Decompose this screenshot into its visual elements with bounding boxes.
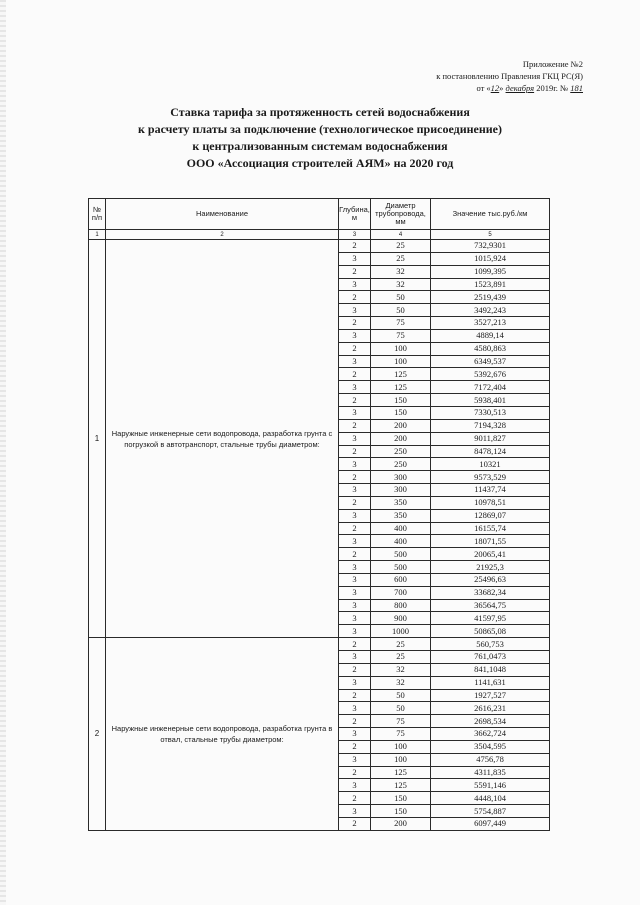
value-cell: 4889,14 bbox=[431, 329, 550, 342]
depth-cell: 2 bbox=[339, 548, 371, 561]
diameter-cell: 75 bbox=[371, 728, 431, 741]
table-row bbox=[89, 638, 550, 651]
header-name: Наименование bbox=[106, 199, 339, 230]
depth-cell: 2 bbox=[339, 715, 371, 728]
value-cell: 8478,124 bbox=[431, 445, 550, 458]
diameter-cell: 150 bbox=[371, 805, 431, 818]
value-cell: 4311,835 bbox=[431, 766, 550, 779]
value-cell: 5591,146 bbox=[431, 779, 550, 792]
header-diameter: Диаметр трубопровода, мм bbox=[371, 199, 431, 230]
depth-cell: 2 bbox=[339, 342, 371, 355]
depth-cell: 3 bbox=[339, 329, 371, 342]
diameter-cell: 75 bbox=[371, 715, 431, 728]
appendix-reference bbox=[343, 58, 583, 94]
value-cell: 10978,51 bbox=[431, 496, 550, 509]
value-cell: 2698,534 bbox=[431, 715, 550, 728]
title-line-4: ООО «Ассоциация строителей АЯМ» на 2020 год bbox=[186, 156, 454, 170]
value-cell: 33682,34 bbox=[431, 586, 550, 599]
diameter-cell: 32 bbox=[371, 676, 431, 689]
value-cell: 2616,231 bbox=[431, 702, 550, 715]
appendix-title: Приложение №2 bbox=[522, 59, 583, 69]
col-number: 3 bbox=[339, 230, 371, 240]
value-cell: 21925,3 bbox=[431, 561, 550, 574]
header-depth: Глубина, м bbox=[339, 199, 371, 230]
diameter-cell: 75 bbox=[371, 317, 431, 330]
diameter-cell: 200 bbox=[371, 817, 431, 830]
value-cell: 4580,863 bbox=[431, 342, 550, 355]
diameter-cell: 800 bbox=[371, 599, 431, 612]
diameter-cell: 300 bbox=[371, 471, 431, 484]
value-cell: 36564,75 bbox=[431, 599, 550, 612]
value-cell: 841,1048 bbox=[431, 663, 550, 676]
depth-cell: 3 bbox=[339, 651, 371, 664]
title-line-3: к централизованным системам водоснабжения bbox=[192, 139, 448, 153]
diameter-cell: 100 bbox=[371, 740, 431, 753]
depth-cell: 3 bbox=[339, 625, 371, 638]
section-number: 2 bbox=[89, 638, 106, 831]
depth-cell: 3 bbox=[339, 612, 371, 625]
value-cell: 9573,529 bbox=[431, 471, 550, 484]
title-line-1: Ставка тарифа за протяженность сетей водоснабжения bbox=[170, 105, 470, 119]
diameter-cell: 32 bbox=[371, 265, 431, 278]
diameter-cell: 25 bbox=[371, 651, 431, 664]
date-suffix: 2019г. № bbox=[536, 83, 569, 93]
diameter-cell: 300 bbox=[371, 484, 431, 497]
diameter-cell: 100 bbox=[371, 753, 431, 766]
diameter-cell: 50 bbox=[371, 702, 431, 715]
value-cell: 7172,404 bbox=[431, 381, 550, 394]
table-header-row bbox=[89, 199, 550, 230]
col-number: 1 bbox=[89, 230, 106, 240]
diameter-cell: 25 bbox=[371, 638, 431, 651]
diameter-cell: 25 bbox=[371, 240, 431, 253]
value-cell: 761,0473 bbox=[431, 651, 550, 664]
diameter-cell: 150 bbox=[371, 792, 431, 805]
value-cell: 1927,527 bbox=[431, 689, 550, 702]
depth-cell: 2 bbox=[339, 394, 371, 407]
depth-cell: 2 bbox=[339, 445, 371, 458]
section-name: Наружные инженерные сети водопровода, разработка грунта с погрузкой в автотранспорт, стальные трубы диаметром: bbox=[106, 240, 339, 638]
diameter-cell: 350 bbox=[371, 496, 431, 509]
header-value: Значение тыс.руб./км bbox=[431, 199, 550, 230]
value-cell: 7194,328 bbox=[431, 419, 550, 432]
diameter-cell: 250 bbox=[371, 458, 431, 471]
depth-cell: 3 bbox=[339, 535, 371, 548]
value-cell: 4448,104 bbox=[431, 792, 550, 805]
diameter-cell: 250 bbox=[371, 445, 431, 458]
depth-cell: 2 bbox=[339, 638, 371, 651]
value-cell: 732,9301 bbox=[431, 240, 550, 253]
tariff-table bbox=[88, 198, 550, 831]
value-cell: 1015,924 bbox=[431, 252, 550, 265]
depth-cell: 3 bbox=[339, 728, 371, 741]
document-title bbox=[60, 104, 580, 172]
diameter-cell: 32 bbox=[371, 663, 431, 676]
depth-cell: 3 bbox=[339, 599, 371, 612]
depth-cell: 2 bbox=[339, 689, 371, 702]
value-cell: 18071,55 bbox=[431, 535, 550, 548]
depth-cell: 2 bbox=[339, 471, 371, 484]
diameter-cell: 500 bbox=[371, 548, 431, 561]
depth-cell: 3 bbox=[339, 432, 371, 445]
value-cell: 3662,724 bbox=[431, 728, 550, 741]
depth-cell: 2 bbox=[339, 817, 371, 830]
depth-cell: 2 bbox=[339, 766, 371, 779]
diameter-cell: 100 bbox=[371, 355, 431, 368]
diameter-cell: 150 bbox=[371, 406, 431, 419]
column-number-row bbox=[89, 230, 550, 240]
diameter-cell: 200 bbox=[371, 432, 431, 445]
diameter-cell: 125 bbox=[371, 381, 431, 394]
value-cell: 20065,41 bbox=[431, 548, 550, 561]
value-cell: 41597,95 bbox=[431, 612, 550, 625]
diameter-cell: 200 bbox=[371, 419, 431, 432]
page-edge bbox=[0, 0, 6, 905]
appendix-resolution: к постановлению Правления ГКЦ РС(Я) bbox=[436, 71, 583, 81]
depth-cell: 3 bbox=[339, 702, 371, 715]
value-cell: 9011,827 bbox=[431, 432, 550, 445]
depth-cell: 3 bbox=[339, 406, 371, 419]
date-prefix: от « bbox=[476, 83, 491, 93]
diameter-cell: 500 bbox=[371, 561, 431, 574]
col-number: 2 bbox=[106, 230, 339, 240]
diameter-cell: 400 bbox=[371, 522, 431, 535]
depth-cell: 3 bbox=[339, 805, 371, 818]
handwritten-day: 12 bbox=[490, 83, 500, 93]
depth-cell: 3 bbox=[339, 509, 371, 522]
depth-cell: 2 bbox=[339, 368, 371, 381]
value-cell: 3504,595 bbox=[431, 740, 550, 753]
diameter-cell: 125 bbox=[371, 779, 431, 792]
diameter-cell: 350 bbox=[371, 509, 431, 522]
depth-cell: 2 bbox=[339, 291, 371, 304]
depth-cell: 3 bbox=[339, 252, 371, 265]
col-number: 4 bbox=[371, 230, 431, 240]
section-name: Наружные инженерные сети водопровода, разработка грунта в отвал, стальные трубы диаметром: bbox=[106, 638, 339, 831]
depth-cell: 2 bbox=[339, 265, 371, 278]
value-cell: 4756,78 bbox=[431, 753, 550, 766]
diameter-cell: 75 bbox=[371, 329, 431, 342]
depth-cell: 3 bbox=[339, 278, 371, 291]
depth-cell: 2 bbox=[339, 663, 371, 676]
depth-cell: 3 bbox=[339, 304, 371, 317]
diameter-cell: 50 bbox=[371, 291, 431, 304]
diameter-cell: 900 bbox=[371, 612, 431, 625]
value-cell: 5754,887 bbox=[431, 805, 550, 818]
value-cell: 1141,631 bbox=[431, 676, 550, 689]
value-cell: 16155,74 bbox=[431, 522, 550, 535]
diameter-cell: 32 bbox=[371, 278, 431, 291]
depth-cell: 3 bbox=[339, 676, 371, 689]
diameter-cell: 1000 bbox=[371, 625, 431, 638]
value-cell: 6349,537 bbox=[431, 355, 550, 368]
depth-cell: 2 bbox=[339, 317, 371, 330]
section-number: 1 bbox=[89, 240, 106, 638]
value-cell: 25496,63 bbox=[431, 573, 550, 586]
value-cell: 1099,395 bbox=[431, 265, 550, 278]
handwritten-month: декабря bbox=[505, 83, 535, 93]
value-cell: 5392,676 bbox=[431, 368, 550, 381]
table-row bbox=[89, 240, 550, 253]
value-cell: 3527,213 bbox=[431, 317, 550, 330]
header-num: № п/п bbox=[89, 199, 106, 230]
diameter-cell: 700 bbox=[371, 586, 431, 599]
diameter-cell: 125 bbox=[371, 368, 431, 381]
appendix-date-line bbox=[343, 82, 583, 94]
depth-cell: 2 bbox=[339, 496, 371, 509]
diameter-cell: 25 bbox=[371, 252, 431, 265]
value-cell: 5938,401 bbox=[431, 394, 550, 407]
value-cell: 50865,08 bbox=[431, 625, 550, 638]
value-cell: 1523,891 bbox=[431, 278, 550, 291]
depth-cell: 2 bbox=[339, 522, 371, 535]
depth-cell: 3 bbox=[339, 779, 371, 792]
diameter-cell: 50 bbox=[371, 304, 431, 317]
value-cell: 12869,07 bbox=[431, 509, 550, 522]
depth-cell: 3 bbox=[339, 753, 371, 766]
depth-cell: 2 bbox=[339, 419, 371, 432]
col-number: 5 bbox=[431, 230, 550, 240]
handwritten-number: 181 bbox=[570, 83, 583, 93]
diameter-cell: 50 bbox=[371, 689, 431, 702]
value-cell: 6097,449 bbox=[431, 817, 550, 830]
depth-cell: 3 bbox=[339, 561, 371, 574]
value-cell: 11437,74 bbox=[431, 484, 550, 497]
date-mid: » bbox=[499, 83, 504, 93]
depth-cell: 3 bbox=[339, 355, 371, 368]
depth-cell: 3 bbox=[339, 484, 371, 497]
value-cell: 7330,513 bbox=[431, 406, 550, 419]
diameter-cell: 125 bbox=[371, 766, 431, 779]
diameter-cell: 150 bbox=[371, 394, 431, 407]
depth-cell: 3 bbox=[339, 586, 371, 599]
depth-cell: 3 bbox=[339, 573, 371, 586]
value-cell: 2519,439 bbox=[431, 291, 550, 304]
table-body bbox=[89, 240, 550, 831]
depth-cell: 2 bbox=[339, 740, 371, 753]
title-line-2: к расчету платы за подключение (технологическое присоединение) bbox=[137, 122, 503, 136]
diameter-cell: 400 bbox=[371, 535, 431, 548]
diameter-cell: 100 bbox=[371, 342, 431, 355]
depth-cell: 3 bbox=[339, 458, 371, 471]
diameter-cell: 600 bbox=[371, 573, 431, 586]
depth-cell: 2 bbox=[339, 240, 371, 253]
depth-cell: 3 bbox=[339, 381, 371, 394]
value-cell: 560,753 bbox=[431, 638, 550, 651]
value-cell: 3492,243 bbox=[431, 304, 550, 317]
depth-cell: 2 bbox=[339, 792, 371, 805]
value-cell: 10321 bbox=[431, 458, 550, 471]
